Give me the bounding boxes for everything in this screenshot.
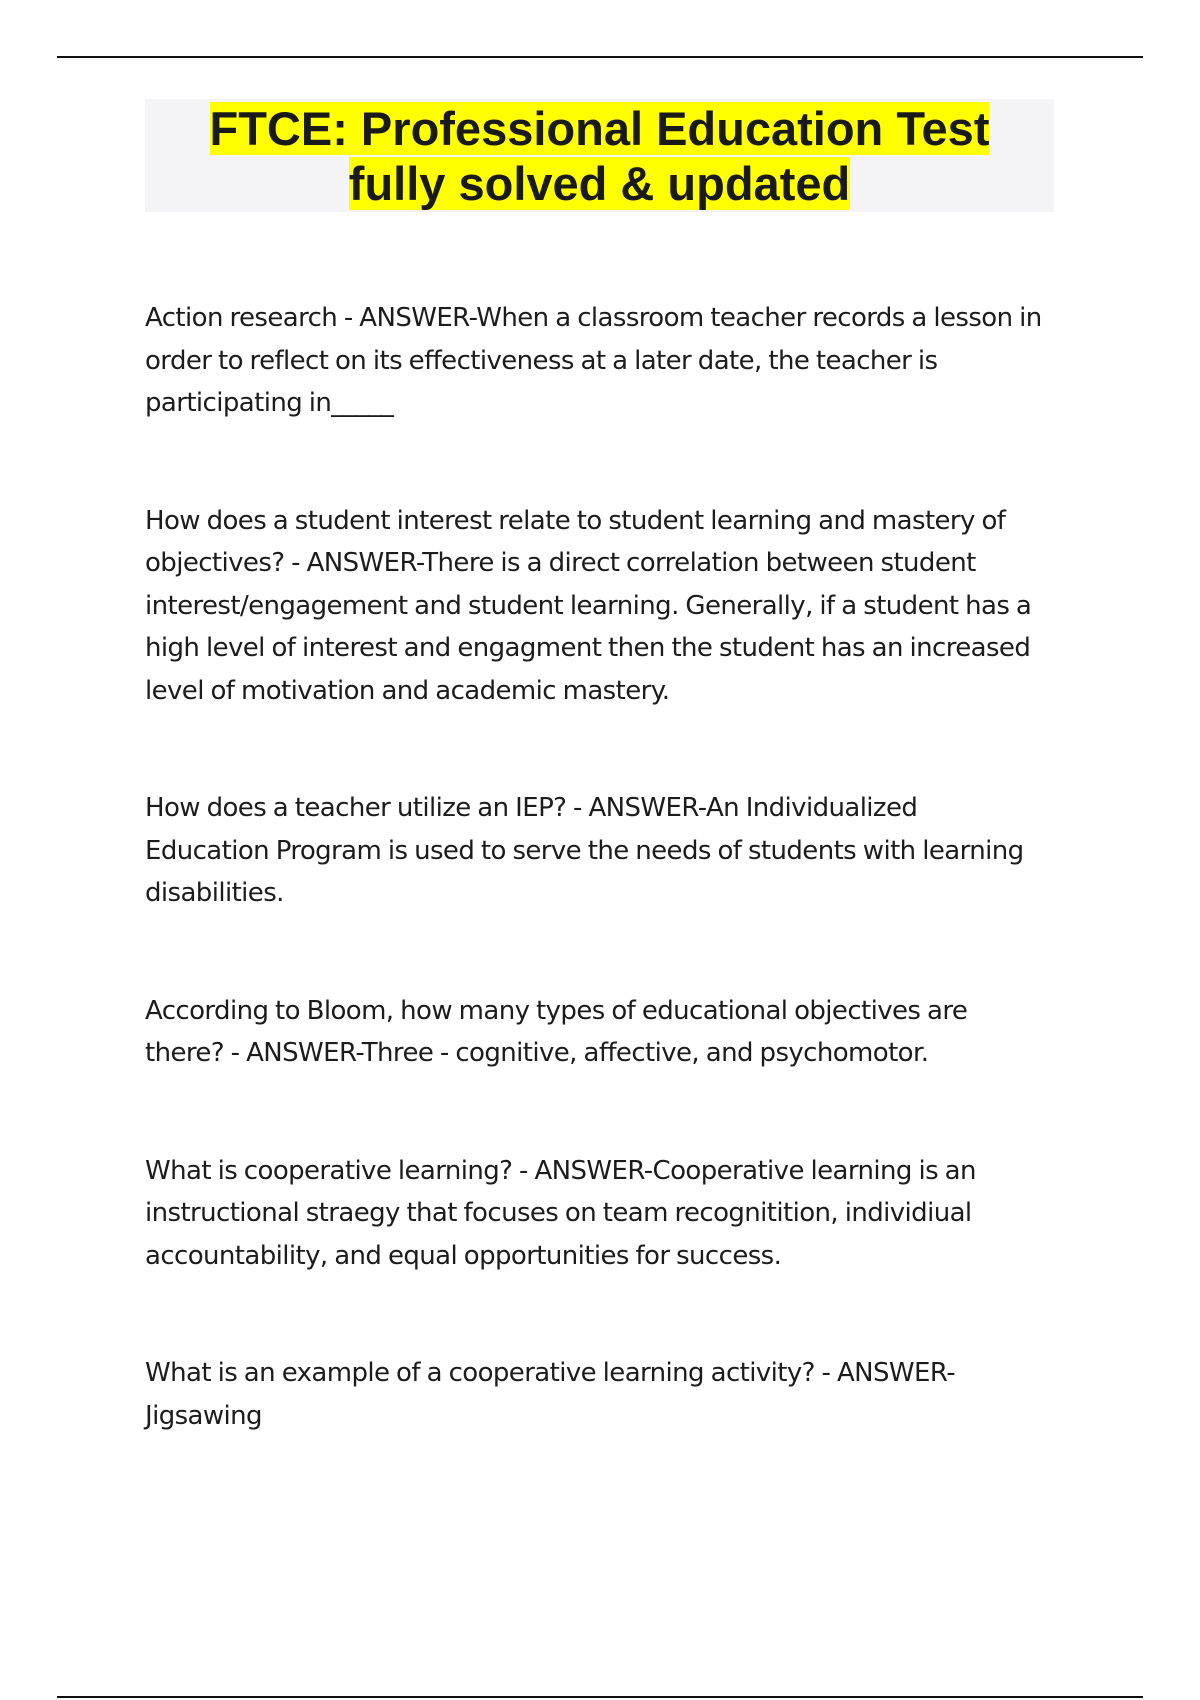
qa-item-cooperative-example: What is an example of a cooperative learning activity? - ANSWER-Jigsawing xyxy=(145,1358,956,1431)
qa-item-cooperative-learning: What is cooperative learning? - ANSWER-Cooperative learning is an instructional straegy that focuses on team recognitition, individiual accountability, and equal opportunities for success. xyxy=(145,1155,976,1271)
qa-item-student-interest: How does a student interest relate to student learning and mastery of objectives? - ANSWER-There is a direct correlation between student interest/engagement and student learning. Generally, if a student has a high level of interest and engagment then the student has an increased level of motivation and academic mastery. xyxy=(145,505,1032,706)
qa-item-bloom: According to Bloom, how many types of educational objectives are there? - ANSWER-Three - cognitive, affective, and psychomotor. xyxy=(145,995,968,1068)
qa-item-action-research: Action research - ANSWER-When a classroom teacher records a lesson in order to reflect on its effectiveness at a later date, the teacher is participating in_____ xyxy=(145,303,1042,418)
bottom-rule xyxy=(57,1696,1143,1698)
qa-item-iep: How does a teacher utilize an IEP? - ANSWER-An Individualized Education Program is used to serve the needs of students with learning disabilities. xyxy=(145,793,1024,908)
qa-list xyxy=(145,297,1045,1512)
title-box xyxy=(145,99,1054,212)
title-line-1: FTCE: Professional Education Test xyxy=(209,102,990,155)
title-line-2: fully solved & updated xyxy=(348,157,851,210)
top-rule xyxy=(57,56,1143,58)
